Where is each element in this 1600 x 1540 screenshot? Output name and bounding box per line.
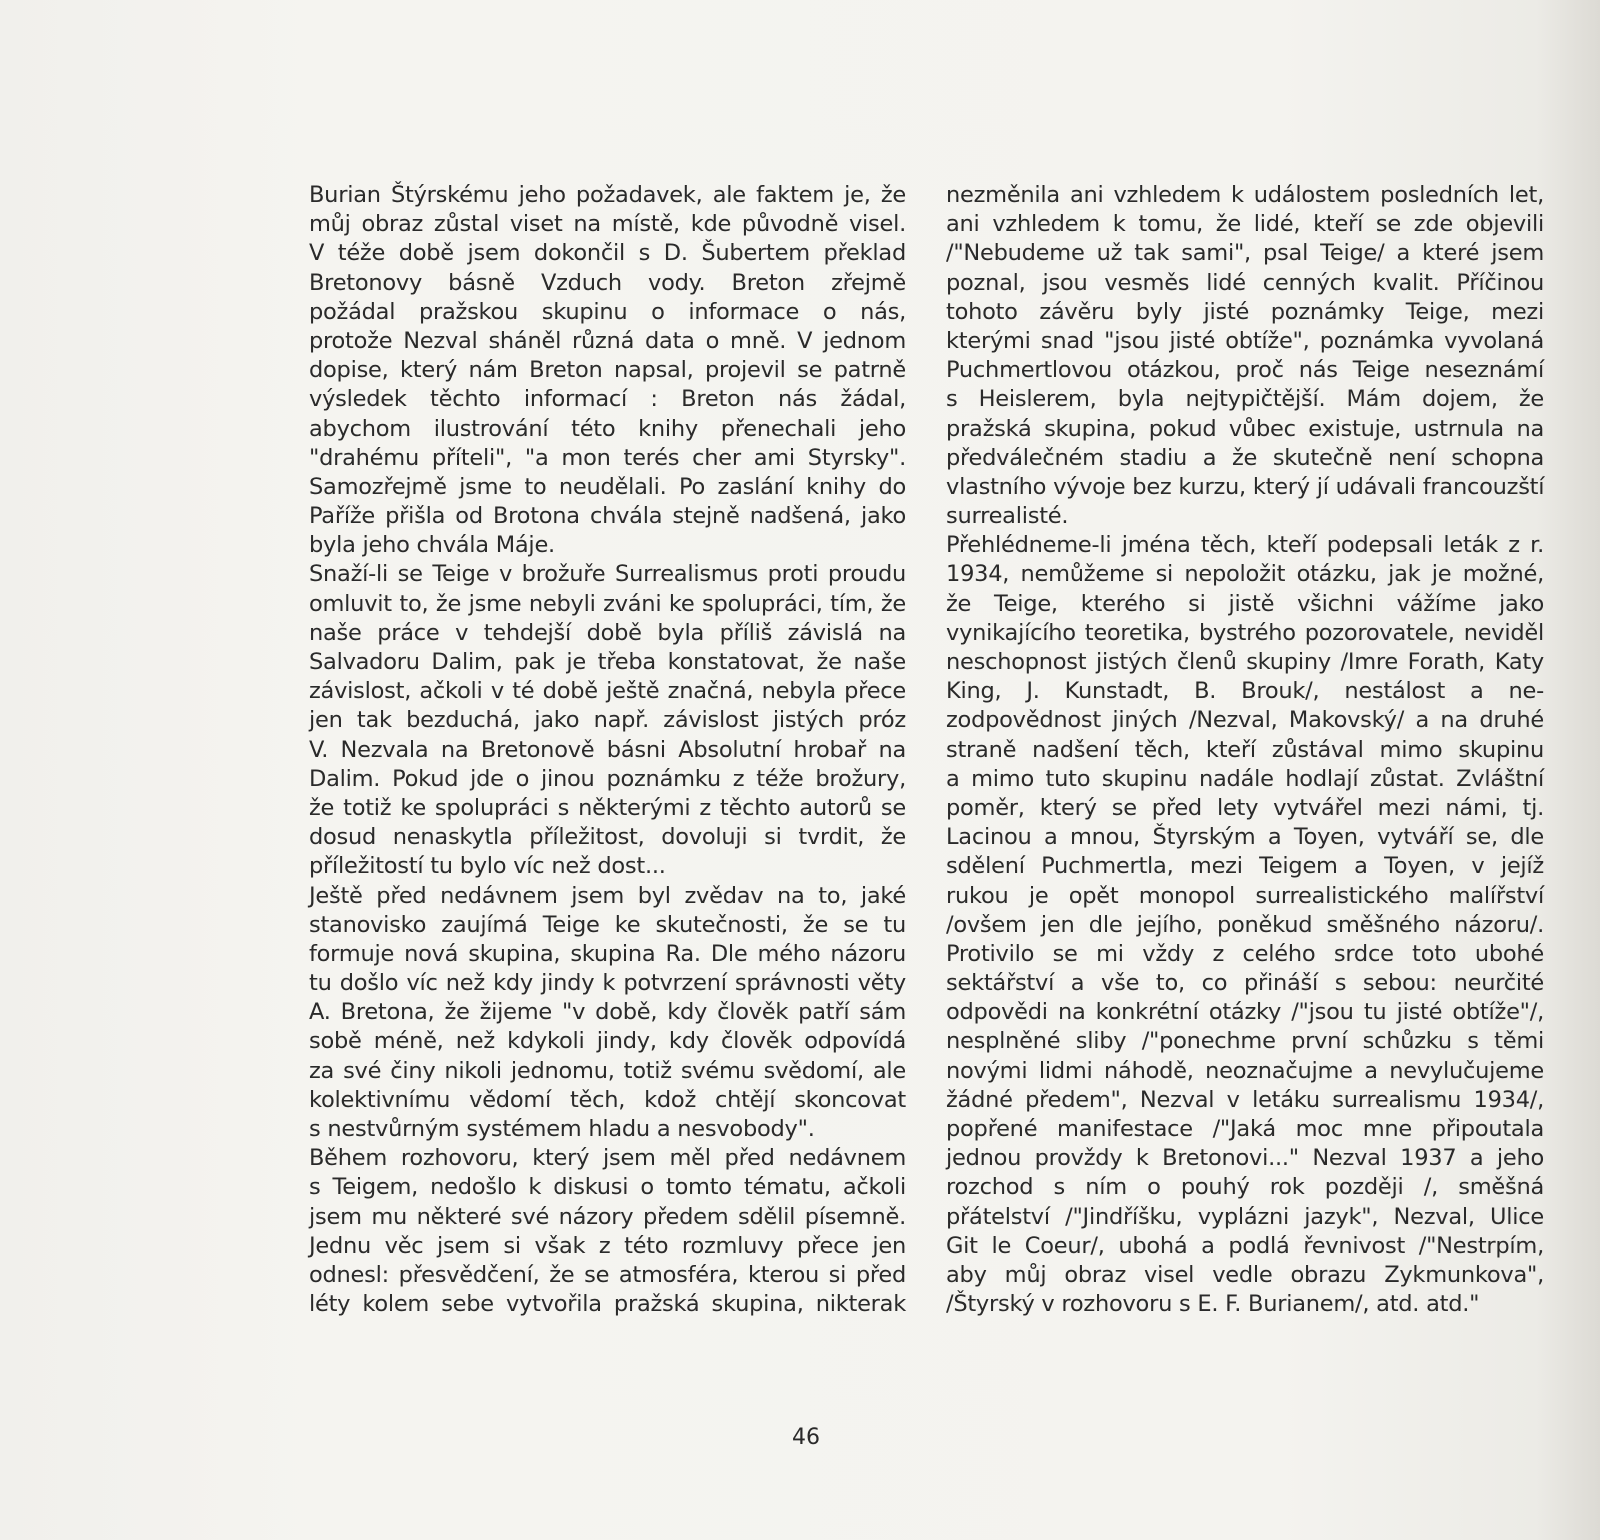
text-line: rukou je opět monopol surrealistického malířství: [946, 882, 1544, 909]
text-line: rozchod s ním o pouhý rok později /, směšná: [946, 1174, 1544, 1201]
text-line: dosud nenaskytla příležitost, dovoluji si tvrdit, že: [309, 824, 906, 851]
text-line: popřené manifestace /"Jaká moc mne připoutala: [946, 1116, 1544, 1142]
text-line: poznal, jsou vesměs lidé cenných kvalit. Příčinou: [946, 269, 1544, 296]
text-line: King, J. Kunstadt, B. Brouk/, nestálost a ne-: [946, 678, 1544, 705]
text-line: Puchmertlovou otázkou, proč nás Teige neseznámí: [946, 357, 1544, 384]
text-line: jen tak bezduchá, jako např. závislost jistých próz: [309, 707, 906, 734]
text-line: s nestvůrným systémem hladu a nesvobody".: [309, 1116, 815, 1142]
text-line: neschopnost jistých členů skupiny /Imre Forath, Katy: [946, 649, 1544, 675]
text-line: dopise, který nám Breton napsal, projevil se patrně: [309, 357, 906, 384]
text-line: závislost, ačkoli v té době ještě značná, nebyla přece: [309, 678, 906, 705]
text-line: kterými snad "jsou jisté obtíže", poznámka vyvolaná: [946, 327, 1544, 354]
text-line: A. Bretona, že žijeme "v době, kdy člověk patří sám: [309, 999, 906, 1026]
text-line: a mimo tuto skupinu nadále hodlají zůstat. Zvláštní: [946, 765, 1544, 792]
text-line: Samozřejmě jsme to neudělali. Po zaslání knihy do: [309, 473, 906, 500]
text-line: Snaží-li se Teige v brožuře Surrealismus proti proudu: [309, 561, 906, 588]
text-line: výsledek těchto informací : Breton nás žádal,: [309, 386, 906, 413]
text-line: surrealisté.: [946, 503, 1069, 530]
text-line: jsem mu některé své názory předem sdělil písemně.: [309, 1203, 906, 1230]
text-line: Přehlédneme-li jména těch, kteří podepsali leták z r.: [946, 532, 1544, 559]
text-line: vynikajícího teoretika, bystrého pozorovatele, neviděl: [946, 619, 1544, 646]
text-line: léty kolem sebe vytvořila pražská skupina, nikterak: [309, 1291, 906, 1318]
text-line: jednou provždy k Bretonovi..." Nezval 1937 a jeho: [946, 1145, 1544, 1172]
text-line: omluvit to, že jsme nebyli zváni ke spolupráci, tím, že: [309, 590, 906, 617]
text-line: Jednu věc jsem si však z této rozmluvy přece jen: [309, 1232, 906, 1259]
text-line: tohoto závěru byly jisté poznámky Teige, mezi: [946, 298, 1544, 325]
text-line: Protivilo se mi vždy z celého srdce toto ubohé: [946, 940, 1544, 967]
text-line: formuje nová skupina, skupina Ra. Dle mého názoru: [309, 940, 906, 967]
text-line: straně nadšení těch, kteří zůstával mimo skupinu: [946, 736, 1544, 763]
text-line: s Teigem, nedošlo k diskusi o tomto tématu, ačkoli: [309, 1174, 906, 1201]
text-line: /"Nebudeme už tak sami", psal Teige/ a které jsem: [946, 240, 1544, 267]
text-line: sektářství a vše to, co přináší s sebou: neurčité: [946, 970, 1544, 997]
text-line: /ovšem jen dle jejího, poněkud směšného názoru/.: [946, 911, 1544, 938]
text-line: Lacinou a mnou, Štyrským a Toyen, vytváří se, dle: [946, 824, 1544, 851]
text-line: žádné předem", Nezval v letáku surrealismu 1934/,: [946, 1086, 1544, 1113]
text-line: naše práce v tehdejší době byla příliš závislá na: [309, 619, 906, 646]
text-line: V. Nezvala na Bretonově básni Absolutní hrobař na: [309, 736, 906, 763]
text-line: odpovědi na konkrétní otázky /"jsou tu jisté obtíže"/,: [946, 999, 1544, 1026]
text-line: zodpovědnost jiných /Nezval, Makovský/ a na druhé: [946, 707, 1544, 734]
text-line: stanovisko zaujímá Teige ke skutečnosti, že se tu: [309, 911, 906, 938]
text-line: že totiž ke spolupráci s některými z těchto autorů se: [309, 794, 906, 821]
text-line: můj obraz zůstal viset na místě, kde původně visel.: [309, 211, 906, 238]
text-line: novými lidmi náhodě, neoznačujme a nevylučujeme: [946, 1057, 1544, 1084]
text-line: abychom ilustrování této knihy přenechali jeho: [309, 415, 906, 442]
text-line: že Teige, kterého si jistě všichni vážíme jako: [946, 590, 1544, 617]
text-line: 1934, nemůžeme si nepoložit otázku, jak je možné,: [946, 561, 1544, 588]
text-line: přátelství /"Jindříšku, vyplázni jazyk", Nezval, Ulice: [946, 1203, 1544, 1230]
text-line: Salvadoru Dalim, pak je třeba konstatovat, že naše: [309, 649, 906, 675]
text-line: s Heislerem, byla nejtypičtější. Mám dojem, že: [946, 386, 1544, 413]
text-line: Git le Coeur/, ubohá a podlá řevnivost /"Nestrpím,: [946, 1232, 1544, 1259]
text-line: nezměnila ani vzhledem k událostem posledních let,: [946, 182, 1544, 208]
text-line: tu došlo víc než kdy jindy k potvrzení správnosti věty: [309, 970, 906, 997]
page-number: 46: [792, 1425, 820, 1450]
text-line: kolektivnímu vědomí těch, kdož chtějí skoncovat: [309, 1086, 906, 1113]
text-line: sdělení Puchmertla, mezi Teigem a Toyen, v jejíž: [946, 853, 1544, 880]
text-line: sobě méně, než kdykoli jindy, kdy člověk odpovídá: [309, 1028, 906, 1055]
text-line: Dalim. Pokud jde o jinou poznámku z téže brožury,: [309, 765, 906, 792]
text-line: byla jeho chvála Máje.: [309, 532, 555, 559]
text-line: ani vzhledem k tomu, že lidé, kteří se zde objevili: [946, 211, 1544, 238]
text-line: za své činy nikoli jednomu, totiž svému svědomí, ale: [309, 1057, 906, 1084]
text-line: předválečném stadiu a že skutečně není schopna: [946, 444, 1544, 471]
text-line: odnesl: přesvědčení, že se atmosféra, kterou si před: [309, 1261, 906, 1288]
text-line: příležitostí tu bylo víc než dost...: [309, 853, 666, 880]
text-line: nesplněné sliby /"ponechme první schůzku s těmi: [946, 1028, 1544, 1055]
text-line: Během rozhovoru, který jsem měl před nedávnem: [309, 1145, 906, 1172]
text-line: V téže době jsem dokončil s D. Šubertem překlad: [309, 240, 906, 267]
text-line: pražská skupina, pokud vůbec existuje, ustrnula na: [946, 415, 1544, 442]
text-line: požádal pražskou skupinu o informace o nás,: [309, 298, 906, 325]
text-line: "drahému příteli", "a mon terés cher ami Styrsky".: [309, 444, 906, 471]
right-text-column: [946, 181, 1544, 1319]
text-line: Bretonovy básně Vzduch vody. Breton zřejmě: [309, 269, 906, 296]
text-line: aby můj obraz visel vedle obrazu Zykmunkova",: [946, 1261, 1544, 1288]
text-line: Paříže přišla od Brotona chvála stejně nadšená, jako: [309, 503, 906, 530]
text-line: vlastního vývoje bez kurzu, který jí udávali francouzští: [946, 473, 1545, 500]
left-text-column: [309, 181, 906, 1319]
text-line: Ještě před nedávnem jsem byl zvědav na to, jaké: [309, 882, 906, 909]
text-line: protože Nezval sháněl různá data o mně. V jednom: [309, 327, 906, 354]
text-line: poměr, který se před lety vytvářel mezi námi, tj.: [946, 794, 1544, 821]
text-line: Burian Štýrskému jeho požadavek, ale faktem je, že: [309, 182, 906, 208]
text-line: /Štyrský v rozhovoru s E. F. Burianem/, atd. atd.": [946, 1291, 1480, 1318]
